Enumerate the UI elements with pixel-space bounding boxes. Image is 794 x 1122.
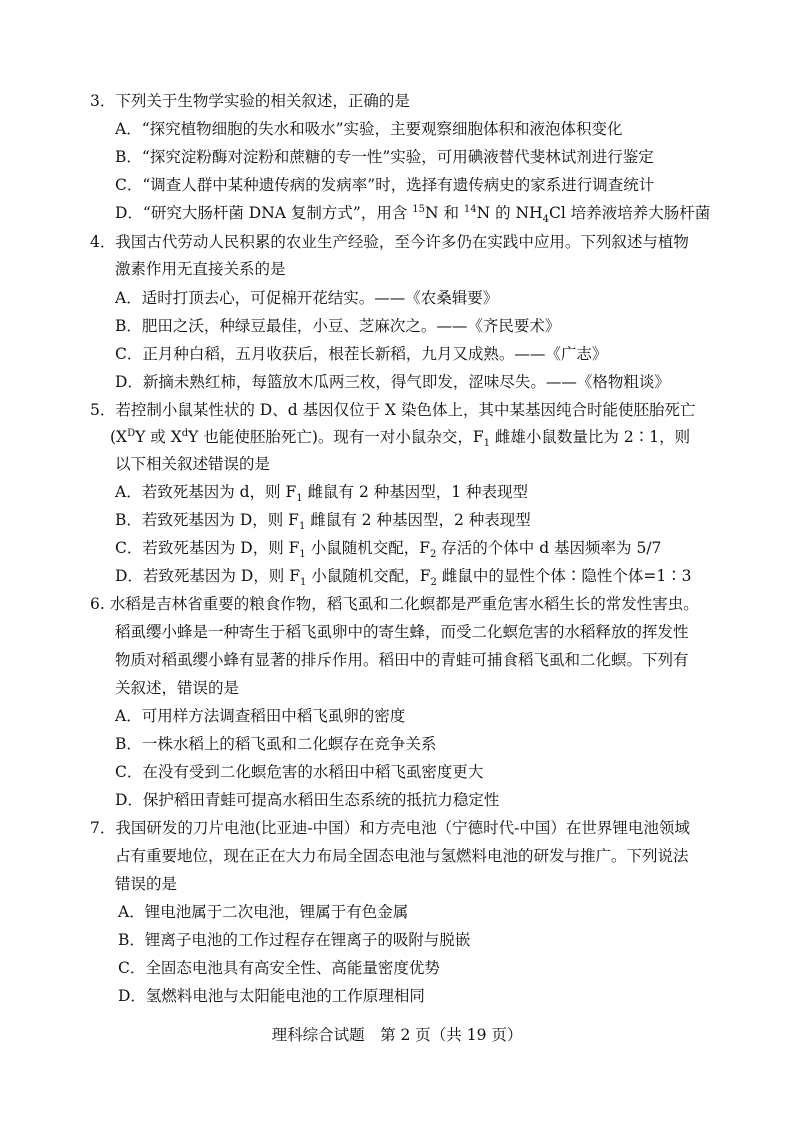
q6-option-b: B．一株水稻上的稻飞虱和二化螟存在竞争关系: [115, 735, 437, 753]
q4-option-c: C．正月种白稻，五月收获后，根茬长新稻，九月又成熟。——《广志》: [115, 345, 608, 363]
q3-option-c: C．“调查人群中某种遗传病的发病率”时，选择有遗传病史的家系进行调查统计: [115, 176, 655, 194]
q3-stem: 3．下列关于生物学实验的相关叙述，正确的是: [90, 92, 410, 110]
q6-stem-line3: 物质对稻虱缨小蜂有显著的排斥作用。稻田中的青蛙可捕食稻飞虱和二化螟。下列有: [115, 651, 689, 669]
q3-option-a: A．“探究植物细胞的失水和吸水”实验，主要观察细胞体积和液泡体积变化: [115, 120, 623, 138]
page-footer: 理科综合试题 第 2 页（共 19 页）: [271, 1026, 523, 1044]
q6-option-d: D．保护稻田青蛙可提高水稻田生态系统的抵抗力稳定性: [115, 791, 500, 809]
q3-option-d: D．“研究大肠杆菌 DNA 复制方式”，用含 $^{15}$N 和 $^{14}$N 的 $NH_4Cl$ 培养液培养大肠杆菌: [115, 203, 711, 226]
q7-stem-line1: 7．我国研发的刀片电池(比亚迪-中国）和方壳电池（宁德时代-中国）在世界锂电池领域: [90, 819, 690, 837]
q7-option-b: B．锂离子电池的工作过程存在锂离子的吸附与脱嵌: [118, 931, 471, 949]
q5-option-b: B．若致死基因为 D，则 $F_1$ 雌鼠有 2 种基因型，2 种表现型: [115, 511, 531, 533]
q4-option-b: B．肥田之沃，种绿豆最佳，小豆、芝麻次之。——《齐民要术》: [115, 317, 561, 335]
q5-stem-line2: ($X^DY$ 或 $X^dY$ 也能使胚胎死亡)。现有一对小鼠杂交，$F_1$ 雌雄小鼠数量比为 2∶1，则: [110, 427, 691, 450]
q5-option-c: C．若致死基因为 D，则 $F_1$ 小鼠随机交配，$F_2$ 存活的个体中 d 基因频率为 5/7: [115, 539, 662, 561]
q5-stem-line1: 5．若控制小鼠某性状的 D、d 基因仅位于 X 染色体上，其中某基因纯合时能使胚胎死亡: [90, 401, 696, 419]
q6-stem-line4: 关叙述，错误的是: [115, 679, 240, 697]
q4-stem-line1: 4．我国古代劳动人民积累的农业生产经验，至今许多仍在实践中应用。下列叙述与植物: [90, 233, 689, 251]
q5-option-a: A．若致死基因为 d，则 $F_1$ 雌鼠有 2 种基因型，1 种表现型: [115, 483, 529, 505]
q7-option-a: A．锂电池属于二次电池，锂属于有色金属: [118, 903, 409, 921]
q6-option-c: C．在没有受到二化螟危害的水稻田中稻飞虱密度更大: [115, 763, 484, 781]
q4-stem-line2: 激素作用无直接关系的是: [115, 260, 286, 278]
q7-option-d: D．氢燃料电池与太阳能电池的工作原理相同: [118, 987, 425, 1005]
q5-stem-line3: 以下相关叙述错误的是: [115, 455, 271, 473]
q7-stem-line2: 占有重要地位，现在正在大力布局全固态电池与氢燃料电池的研发与推广。下列说法: [115, 847, 689, 865]
q5-option-d: D．若致死基因为 D，则 $F_1$ 小鼠随机交配，$F_2$ 雌鼠中的显性个体∶隐性个体=1∶3: [115, 567, 692, 589]
q6-option-a: A．可用样方法调查稻田中稻飞虱卵的密度: [115, 707, 406, 725]
q7-option-c: C．全固态电池具有高安全性、高能量密度优势: [118, 959, 440, 977]
q3-option-b: B．“探究淀粉酶对淀粉和蔗糖的专一性”实验，可用碘液替代斐林试剂进行鉴定: [115, 148, 654, 166]
q4-option-d: D．新摘未熟红柿，每篮放木瓜两三枚，得气即发，涩味尽失。——《格物粗谈》: [115, 373, 670, 391]
q4-option-a: A．适时打顶去心，可促棉开花结实。——《农桑辑要》: [115, 289, 499, 307]
q6-stem-line2: 稻虱缨小蜂是一种寄生于稻飞虱卵中的寄生蜂，而受二化螟危害的水稻释放的挥发性: [115, 623, 689, 641]
q7-stem-line3: 错误的是: [115, 875, 178, 893]
q6-stem-line1: 6. 水稻是吉林省重要的粮食作物，稻飞虱和二化螟都是严重危害水稻生长的常发性害虫。: [90, 595, 699, 613]
